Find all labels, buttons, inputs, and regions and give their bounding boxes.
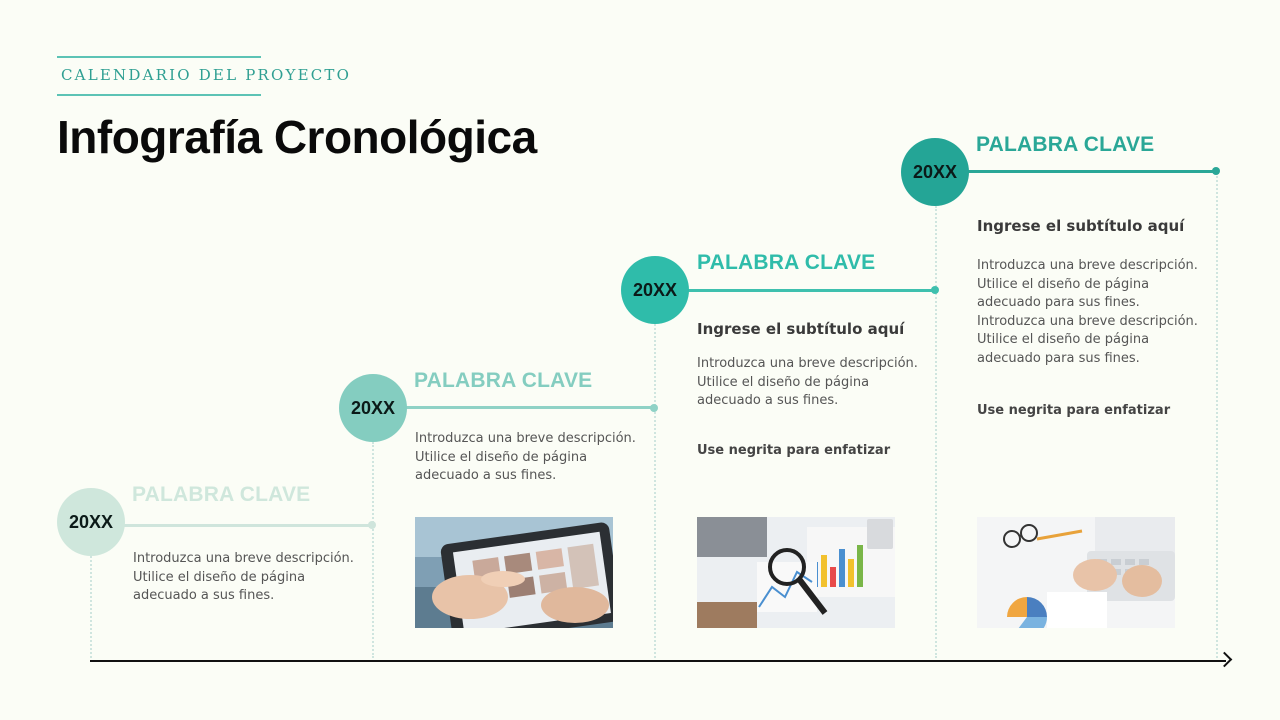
milestone-3-subtitle: Ingrese el subtítulo aquí xyxy=(697,320,905,338)
milestone-2-line xyxy=(404,406,654,409)
milestone-2-year-badge: 20XX xyxy=(339,374,407,442)
magnifier-charts-photo xyxy=(697,517,895,628)
eyebrow-top-rule xyxy=(57,56,261,58)
milestone-3-keyword: PALABRA CLAVE xyxy=(697,251,876,274)
eyebrow-bottom-rule xyxy=(57,94,261,96)
milestone-1-dot xyxy=(368,521,376,529)
milestone-1-keyword: PALABRA CLAVE xyxy=(132,483,311,506)
milestone-4-subtitle: Ingrese el subtítulo aquí xyxy=(977,217,1185,235)
milestone-3-dot xyxy=(931,286,939,294)
milestone-3-description: Introduzca una breve descripción. Utilice el diseño de página adecuado a sus fines. xyxy=(697,356,918,409)
milestone-3-line xyxy=(686,289,936,292)
guide-line-3 xyxy=(654,324,656,658)
milestone-3-year-badge: 20XX xyxy=(621,256,689,324)
page-title: Infografía Cronológica xyxy=(57,111,537,163)
milestone-1-description: Introduzca una breve descripción. Utilice el diseño de página adecuado a sus fines. xyxy=(133,551,354,604)
tablet-photo xyxy=(415,517,613,628)
milestone-3-emphasis: Use negrita para enfatizar xyxy=(697,443,891,458)
milestone-4-emphasis: Use negrita para enfatizar xyxy=(977,403,1171,418)
milestone-4-line xyxy=(966,170,1216,173)
milestone-1-line xyxy=(122,524,372,527)
guide-line-1 xyxy=(90,556,92,658)
milestone-2-keyword: PALABRA CLAVE xyxy=(414,369,593,392)
milestone-2-description: Introduzca una breve descripción. Utilice el diseño de página adecuado a sus fines. xyxy=(415,431,636,484)
milestone-4-dot xyxy=(1212,167,1220,175)
arrow-right-icon xyxy=(1217,652,1233,668)
timeline-axis xyxy=(90,660,1226,662)
guide-line-2 xyxy=(372,442,374,658)
desk-laptop-photo xyxy=(977,517,1175,628)
eyebrow-label: CALENDARIO DEL PROYECTO xyxy=(61,66,352,84)
guide-line-4 xyxy=(935,206,937,658)
milestone-4-description: Introduzca una breve descripción. Utilice el diseño de página adecuado para sus fines. Introduzca una breve descripción. Utilice el diseño de página adecuado para sus fines. xyxy=(977,258,1198,366)
milestone-1-year-badge: 20XX xyxy=(57,488,125,556)
milestone-4-keyword: PALABRA CLAVE xyxy=(976,133,1155,156)
milestone-4-year-badge: 20XX xyxy=(901,138,969,206)
guide-line-5 xyxy=(1216,172,1218,658)
milestone-2-dot xyxy=(650,404,658,412)
